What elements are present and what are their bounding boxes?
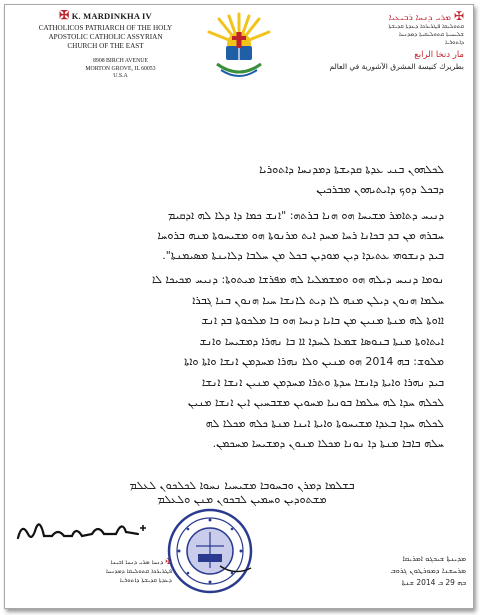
- patriarch-name-arabic: مار دنخا الرابع: [414, 50, 464, 60]
- church-emblem-logo: [203, 10, 275, 82]
- letterhead-right: ܡܪܝ ܕܢܚܐ ܪܒܝܥܝܐ ✠ ܩܬܘܠܝܩܐ ܦܛܪܝܪܟܐ ܕܥܕܬܐ ܩܕܝܫܬܐ ܫܠܝܚܝܬܐ ܩܬܘܠܝܩܝܬܐ ܕܡܕܢܚܐ ܕܐܬܘܪܝܐ مار دنخا الرابع بطريرك كنيسة المشرق الآشورية في العالم: [274, 9, 464, 71]
- signature-block: [12, 514, 172, 585]
- patriarch-titles: CATHOLICOS PATRIARCH OF THE HOLY APOSTOLIC CATHOLIC ASSYRIAN CHURCH OF THE EAST: [38, 24, 173, 50]
- date-place-block: ܡܕܝܢܬܐ ܫܝܟܓܘ ܐܡܪܝܩܐ ܡܪܚܫܢܐ ܕܡܘܪܛܘܢ ܓܪܘܒ ܒܗ 29 ܒ 2014 ܫܢܬܐ: [390, 554, 466, 587]
- letter-closing: ܒܫܠܡܐ ܕܡܪܢ ܘܒܚܘܒܐ ܡܫܝܚܝܐ ܢܚܘܐ ܠܟܠܟܘܢ ܠܥܠܡ ܡܫܬܘܕܝܢ ܘܚܡܝܢ ܠܒܟܘܢ ܡܢܢ ܘܠܥܠܡ: [129, 479, 355, 506]
- patriarch-address: 8908 BIRCH AVENUE MORTON GROVE, IL 60053 U.S.A: [85, 58, 156, 79]
- signatory-names: ܕܢܚܐ ܡܪܝ ܕܢܚܐ ܐܒܝܢܐ ✠ ܦܛܪܝܪܟܐ ܩܬܘܠܝܩܐ ܕܡܕܢܚܐ ܕܥܕܬܐ ܩܕܝܫܬܐ ܕܐܬܘܪܝܐ: [12, 557, 172, 585]
- letter-salutation: ܠܟܠܗܘܢ ܒܢܝ ܥܕܬܐ ܩܕܝܫܬܐ ܕܡܕܢܚܐ ܕܐܬܘܪܝܐ ܕܒܟܠ ܕܘܟ ܕܐܝܬܝܗܘܢ ܡܒܪܟܝܢ: [259, 163, 444, 196]
- signatory-line-1: ܕܢܚܐ ܡܪܝ ܕܢܚܐ ܐܒܝܢܐ ✠: [110, 557, 172, 566]
- cross-icon: ✠: [59, 8, 70, 22]
- letter-paragraph-1: ܕܢܝܚ ܕܬܐܡܪ ܡܫܝܚܐ ܗܘ ܗܢܐ ܒܪܬܗ: "ܐܢܫ ܟܡܐ ܕܐ ܕܠܐ ܠܗ ܐܕܩܝܡ ܚܒܪܗ ܡܢ ܒܕ ܒܟܐܢܐ ܪܚܐ ܡܚܕ ܐܝܬ ܡܪܢܘܬܐ ܗܘ ܡܫܝܚܘܬܐ ܡܢܗ ܒܪܘܚܐ ܒܝܕ ܕܢܫܘܗܝ ܥܬܝܕܐ ܕܝܢ ܡܘܕܝܢ ܒܟܠ ܡܢ ܚܠܒܐ ܕܠܐܝܢܬܐ ܡܣܝܡܢܬܐ".: [157, 209, 444, 262]
- official-seal-stamp: [165, 506, 255, 596]
- handwritten-signature: [12, 514, 152, 548]
- patriarch-title-arabic: بطريرك كنيسة المشرق الآشورية في العالم: [329, 62, 464, 71]
- letterhead-left: [18, 8, 193, 81]
- patriarch-name: ✠ K. MARDINKHA IV: [59, 8, 152, 22]
- patriarch-name-syriac: ܡܪܝ ܕܢܚܐ ܪܒܝܥܝܐ ✠: [388, 9, 464, 23]
- letter-paragraph-2: ܢܘܡܐ ܕܢܝܚ ܕܝܠܗ ܗܘ ܘܡܫܡܠܝܐ ܠܗ ܡܦܪܫܐ ܡܝܬܘܬܐ: ܕܢܝܚ ܡܟܝܟܐ ܠܐ ܚܠܡܐ ܗܢܘܢ ܕܝܠܢ ܡܢܗ ܠܐ ܕܝܬ ܠܐܢܫܐ ܚܝܐ ܗܢܘܢ ܒܢܐ ܓܒܪܐ ܐܐܘܬܐ ܠܗ ܡܢܬܐ ܡܢܝܢ ܡܢ ܒܐܝܐ ܕܢܚܐ ܗܘ ܒܐ ܡܠܟܘܬܐ ܒܕ ܐܢܫ ܐܝܬܐܘܬܐ ܡܢܬܐ ܒܢܘܣܐ ܫܡܥܐ ܠܚܕܐ ܐܐ ܒܐ ܢܗܪܐ ܕܡܫܝܚܐ ܘܐܢܫ ܡܠܘܫ: ܒܗ 2014 ܗܘ ܡܢܝܢ ܘܠܐ ܢܗܪܐ ܡܚܕܡܢ ܐܢܫܐ ܘܐܬܐ ܘܐܬܐ ܒܝܕ ܢܗܪܐ ܘܐܝܬܐ ܕܐܢܫܐ ܚܕܬܐ ܘܬܪܐ ܡܚܕܡܢ ܡܢܝܢ ܐܢܫܐ ܐܢܫܐ ܠܟܠܗ ܚܕܐ ܠܗ ܚܠܡܐ ܒܘܢܝܐ ܡܚܘܝܢ ܡܫܒܚܝܢ ܐܝܢ ܐܢܫܐ ܡܢܝܢ ܠܟܠܗ ܚܕܐ ܒܥܕܐ ܡܫܝܚܘܬܐ ܘܐܝܬܐ ܐܝܢܐ ܡܢܬܐ ܟܠܗ ܡܟܠܐ ܠܗ ܚܠܗ ܒܐܒܐ ܡܢܬܐ ܕܐ ܢܘܢܐ ܡܟܠܐ ܡܢܘܢ ܕܡܫܝܚܐ ܡܚܟܡܢ.: [151, 273, 444, 450]
- cross-icon: ✠: [165, 557, 172, 566]
- cross-icon: ✠: [453, 9, 464, 23]
